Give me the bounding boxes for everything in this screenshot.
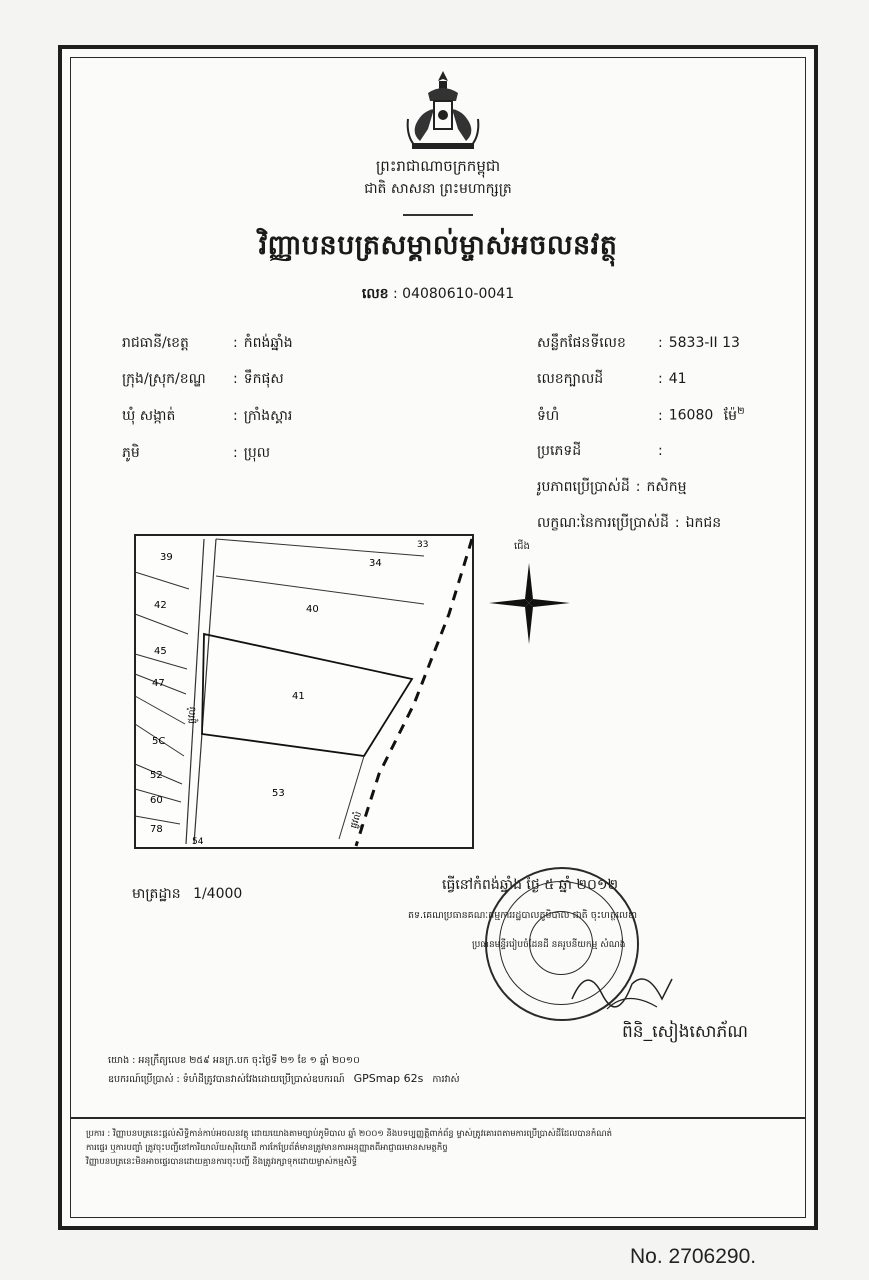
field-village: ភូមិ : ប្រុល [122,443,270,464]
reference-note: យោង : អនុក្រឹត្យលេខ ២៥៩ អនក្រ.បក ចុះថ្ងៃទី ២១ ខែ ១ ឆ្នាំ ២០១០ [108,1055,360,1066]
certificate-number: 04080610-0041 [402,286,515,302]
field-label: រាជធានី/ខេត្ត [122,335,189,351]
field-province: រាជធានី/ខេត្ត : កំពង់ឆ្នាំង [122,333,293,354]
parcel-label-53: 53 [272,788,285,799]
issuance-date: ធ្វើនៅកំពង់ឆ្នាំង ថ្ងៃ ៥ ឆ្នាំ ២០១២ [442,877,619,893]
certificate-number-line [62,284,814,305]
parcel-label-42: 42 [154,600,167,611]
parcel-label-41: 41 [292,691,305,702]
parcel-label-60: 60 [150,795,163,806]
legal-divider [70,1117,806,1119]
header-divider [62,214,814,216]
field-value: 16080 [668,407,714,424]
royal-emblem-icon [398,69,488,154]
field-label: ឃុំ សង្កាត់ [122,408,176,424]
area-unit-sup: ២ [737,406,745,417]
parcel-map [134,534,474,849]
certificate-title: វិញ្ញាបនបត្រសម្គាល់ម្ចាស់អចលនវត្ថុ [258,230,618,261]
parcel-label-47: 47 [152,678,165,689]
field-label: លេខក្បាលដី [537,371,604,387]
path-label: ផ្លូវលំ [349,810,365,830]
parcel-label-45: 45 [154,646,167,657]
road-label: ផ្លូវលំ [187,706,199,725]
scale-value: 1/4000 [193,886,243,902]
field-value: 5833-II 13 [668,335,740,351]
field-value: កំពង់ឆ្នាំង [243,335,293,351]
legal-text-block [86,1127,776,1169]
field-value: ក្រាំងស្គារ [243,408,293,424]
parcel-label-5c: 5C [152,736,166,747]
legal-line: ប្រការ : វិញ្ញាបនបត្រនេះផ្តល់សិទ្ធិកាន់កាប់អចលនវត្ថុ ដោយយោងតាមច្បាប់ភូមិបាល ឆ្នាំ ២០០១ និងបទប្បញ្ញត្តិពាក់ព័ន្ធ ម្ចាស់ត្រូវគោរពតាមការប្រើប្រាស់ដីដែលបានកំណត់ [86,1129,613,1139]
device-note [108,1071,460,1087]
field-value: ឯកជន [685,515,722,531]
parcel-label-34: 34 [369,558,382,569]
parcel-label-40: 40 [306,604,319,615]
national-motto: ជាតិ សាសនា ព្រះមហាក្សត្រ [364,181,512,197]
legal-line: វិញ្ញាបនបត្រនេះមិនអាចផ្ទេរបានដោយគ្មានការចុះបញ្ជី និងត្រូវរក្សាទុកដោយម្ចាស់កម្មសិទ្ធិ [86,1157,358,1167]
field-district: ក្រុង/ស្រុក/ខណ្ឌ : ទឹកផុស [122,369,284,390]
parcel-label-33: 33 [417,540,429,550]
certificate-number-label: លេខ [361,286,389,302]
parcel-label-52: 52 [150,770,163,781]
field-land-use: រូបភាពប្រើប្រាស់ដី : កសិកម្ម [537,479,687,495]
field-label: លក្ខណៈនៃការប្រើប្រាស់ដី [537,515,669,531]
kingdom-name: ព្រះរាជាណាចក្រកម្ពុជា [375,157,501,175]
field-commune: ឃុំ សង្កាត់ : ក្រាំងស្គារ [122,406,292,427]
signatory-name: ពិនិ_សៀងសោភ័ណ [622,1022,749,1042]
field-label: សន្លឹកផែនទីលេខ [537,335,626,351]
north-label: ជើង [514,541,530,552]
compass-rose-icon [487,561,572,646]
field-value: ទឹកផុស [243,371,284,387]
parcel-label-39: 39 [160,552,173,563]
field-label: ទំហំ [537,407,560,424]
legal-line: ការផ្ទេរ ឬការបញ្ចាំ ត្រូវចុះបញ្ជីនៅការិយាល័យសុរិយោដី ការកែប្រែព័ត៌មានត្រូវមានការអនុញ្ញាតពីអាជ្ញាធរមានសមត្ថកិច្ច [86,1143,448,1153]
field-area: ទំហំ : 16080 ម៉ែ$^២$ [537,404,745,427]
field-land-type: ប្រភេទដី : [537,441,669,462]
scale-label: មាត្រដ្ឋាន [132,886,181,902]
field-label: ប្រភេទដី [537,443,582,459]
field-value: កសិកម្ម [646,479,687,495]
device-note-text: ឧបករណ៍ប្រើប្រាស់ : ទំហំដីត្រូវបានវាស់វែងដោយប្រើប្រាស់ឧបករណ៍ [108,1074,345,1085]
parcel-label-54: 54 [192,837,204,847]
field-map-sheet: សន្លឹកផែនទីលេខ : 5833-II 13 [537,333,740,354]
map-scale [132,884,242,905]
field-label: ភូមិ [122,445,140,461]
issuance-role: ប្រធានមន្ទីររៀបចំដែនដី នគរូបនីយកម្ម សំណង់ [472,940,626,950]
signature-scribble [567,959,677,1019]
device-suffix: ការវាស់ [432,1074,460,1085]
device-model: GPSmap 62s [353,1072,424,1085]
field-label: រូបភាពប្រើប្រាស់ដី [537,479,630,495]
field-parcel-number: លេខក្បាលដី : 41 [537,369,687,390]
area-unit: ម៉ែ [723,407,738,424]
serial-number: No. 2706290. [630,1245,757,1268]
certificate-outer-border [58,45,818,1230]
parcel-label-78: 78 [150,824,163,835]
field-value: ប្រុល [243,445,271,461]
issuance-authority: តទ.គេណប្រធានគណៈកម្មការរដ្ឋបាលភូមិបាល ជាតិ ចុះហត្ថលេខា [408,910,638,921]
cert-number-colon: : [393,286,403,302]
field-value: 41 [668,371,687,387]
field-label: ក្រុង/ស្រុក/ខណ្ឌ [122,371,206,387]
field-land-use-feature: លក្ខណៈនៃការប្រើប្រាស់ដី : ឯកជន [537,515,722,531]
